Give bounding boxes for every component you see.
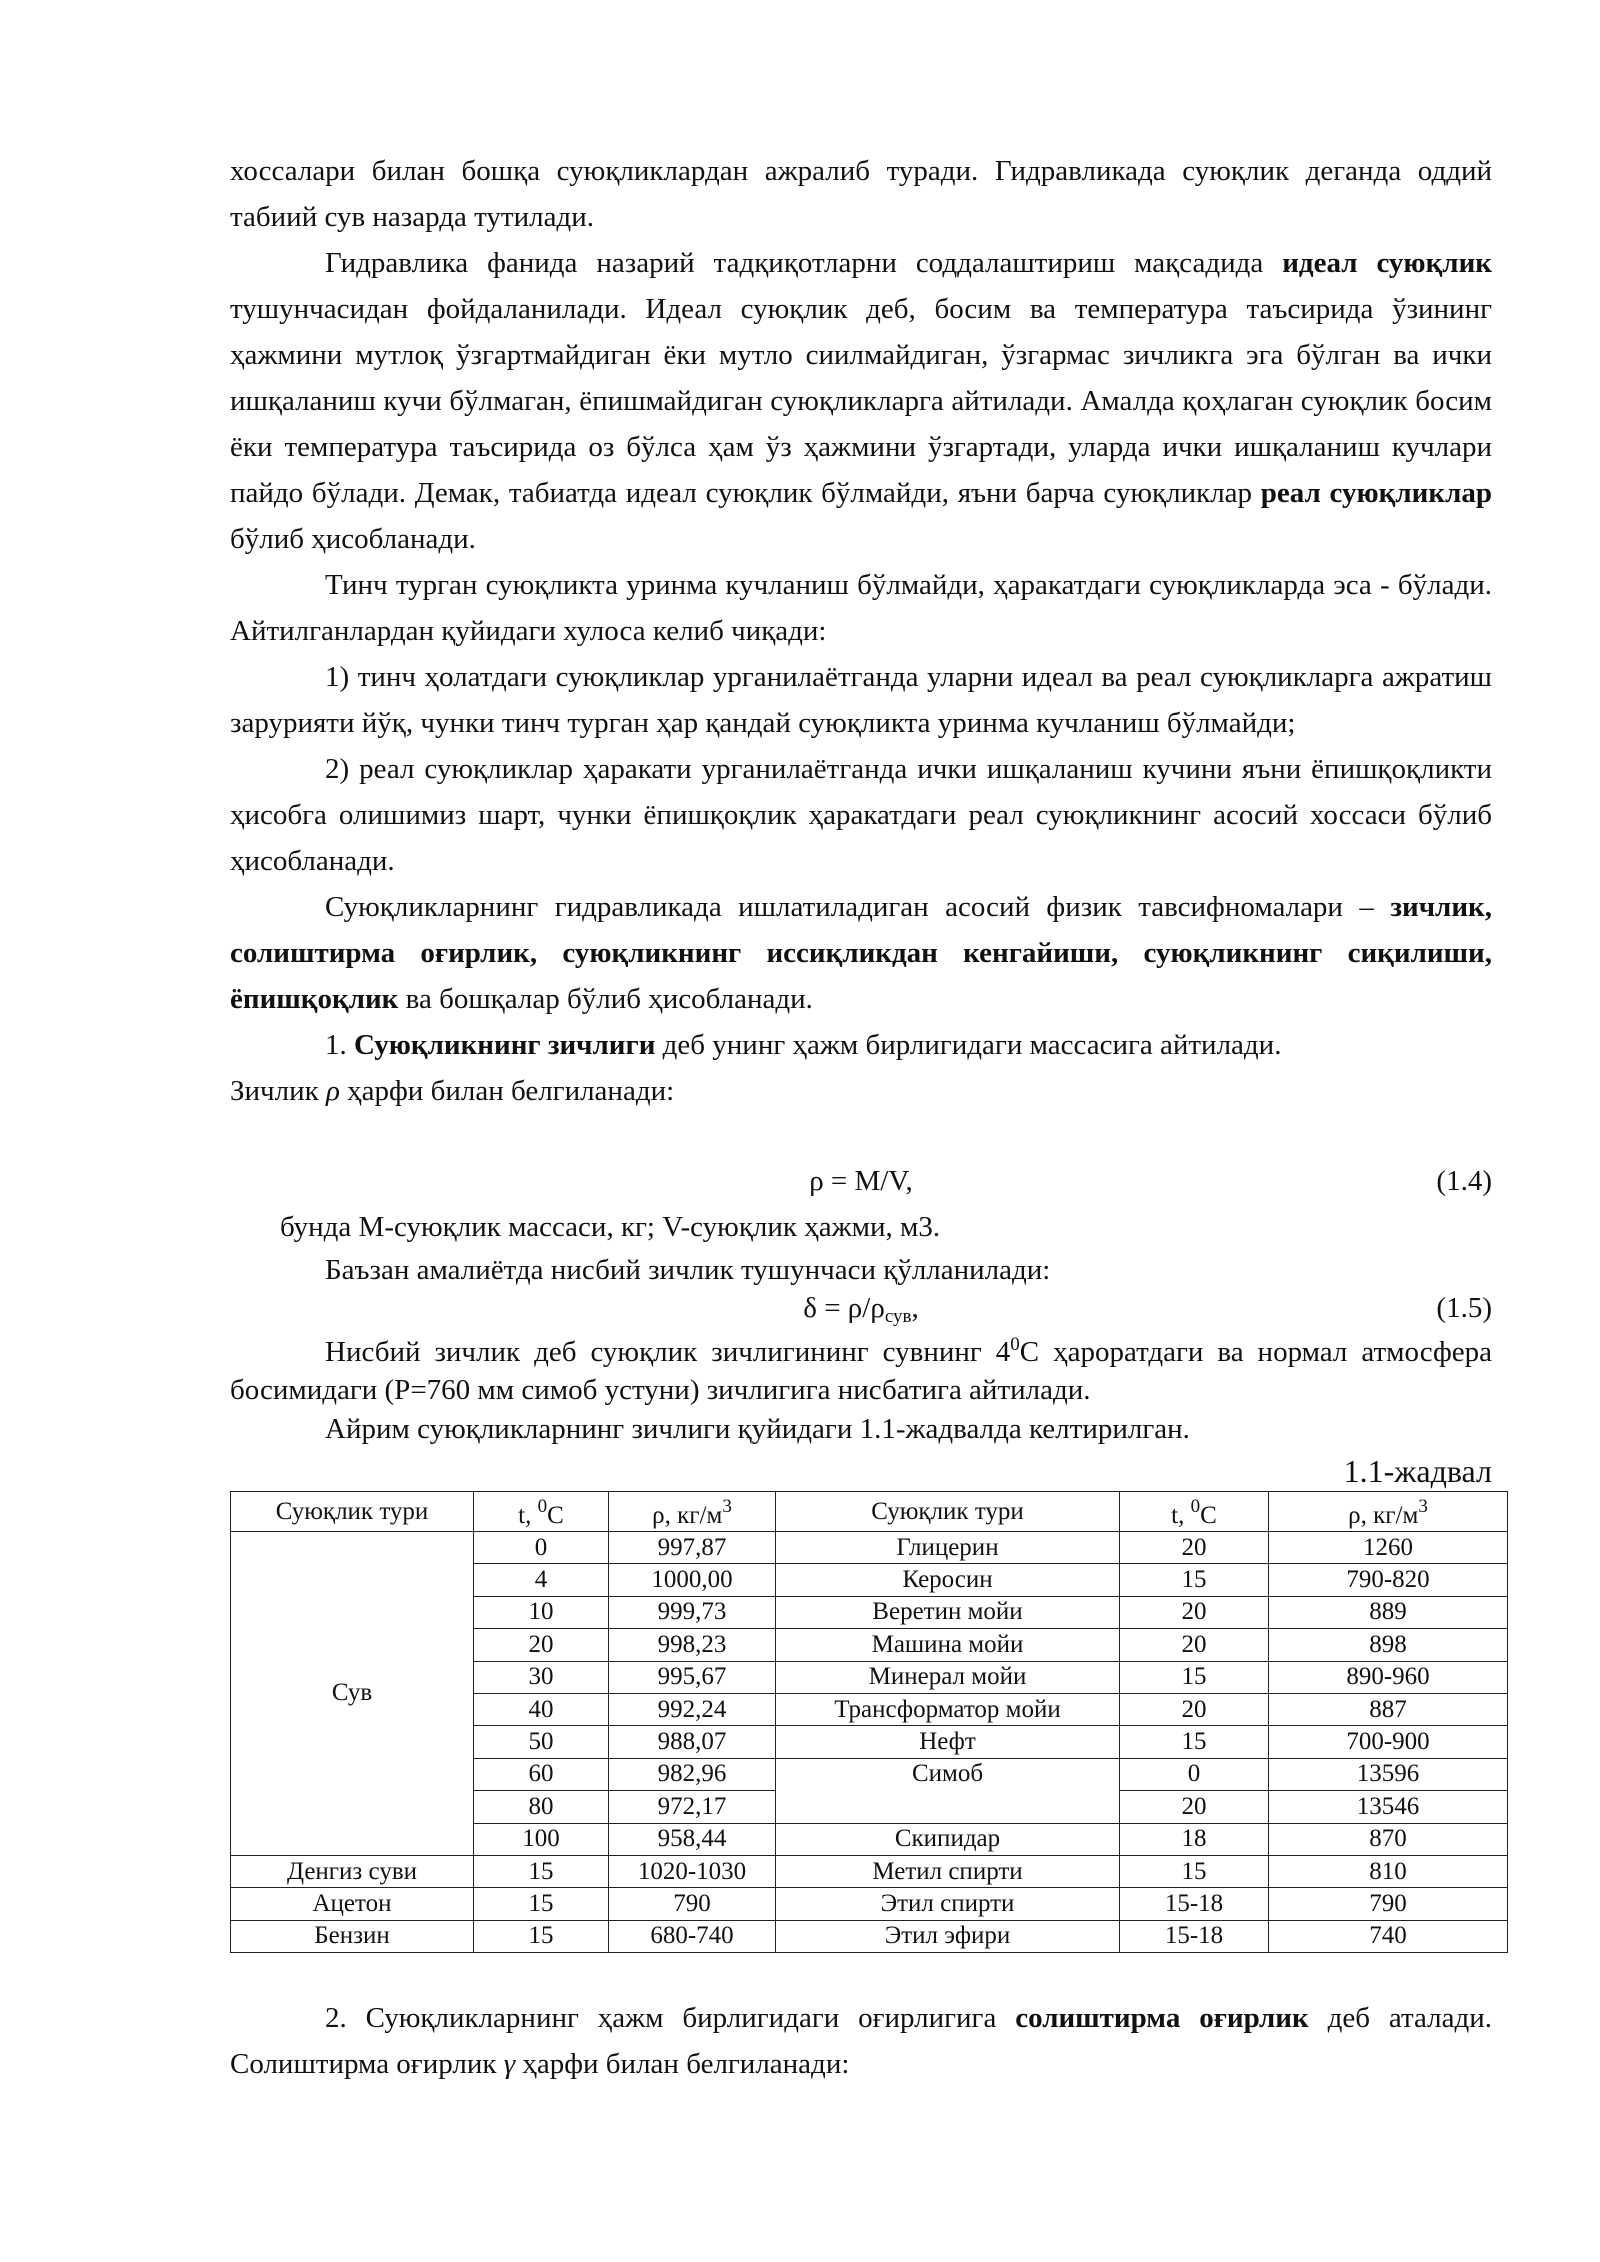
cell-t: 60 — [474, 1758, 609, 1790]
header-text: С — [1200, 1502, 1217, 1529]
cell-t: 18 — [1120, 1823, 1269, 1855]
header-liquid: Суюқлик тури — [776, 1492, 1120, 1532]
cell-t: 50 — [474, 1726, 609, 1758]
cell-liquid: Денгиз суви — [231, 1855, 474, 1887]
cell-rho: 13546 — [1269, 1791, 1508, 1823]
cell-t: 10 — [474, 1596, 609, 1628]
cell-rho: 740 — [1269, 1920, 1508, 1952]
equation-number: (1.5) — [1436, 1292, 1492, 1324]
cell-t: 15 — [1120, 1661, 1269, 1693]
paragraph-density-definition — [230, 1022, 1492, 1068]
paragraph-where — [230, 1204, 1492, 1250]
cell-t: 80 — [474, 1791, 609, 1823]
cell-rho: 997,87 — [609, 1532, 776, 1564]
paragraph-properties — [230, 884, 1492, 1022]
cell-t: 40 — [474, 1693, 609, 1725]
text-run: 1. — [325, 1029, 354, 1061]
text-run: С ҳароратдаги ва нормал атмосфера босимидаги (Р=760 мм симоб устуни) зичлигига нисбатига айтилади. — [230, 1336, 1492, 1406]
cell-rho: 790 — [1269, 1888, 1508, 1920]
paragraph-text: 1) тинч ҳолатдаги суюқликлар урганилаётганда уларни идеал ва реал суюқликларга ажратиш зарурияти йўқ, чунки тинч турган ҳар қандай суюқликта уринма кучланиш бўлмайди; — [230, 661, 1492, 739]
table-row — [231, 1855, 1508, 1887]
cell-rho: 680-740 — [609, 1920, 776, 1952]
cell-t: 20 — [1120, 1629, 1269, 1661]
cell-t: 0 — [474, 1532, 609, 1564]
table-caption: 1.1-жадвал — [1343, 1453, 1492, 1489]
term-properties: зичлик, солиштирма оғирлик, суюқликнинг иссиқликдан кенгайиши, суюқликнинг сиқилиши, ёпишқоқлик — [230, 891, 1492, 1015]
header-text: С — [547, 1502, 564, 1529]
text-run: Зичлик — [230, 1075, 326, 1107]
paragraph-density-symbol — [230, 1068, 1492, 1114]
paragraph-relative-density — [230, 1250, 1492, 1290]
text-run: тушунчасидан фойдаланилади. Идеал суюқлик деб, босим ва температура таъсирида ўзининг ҳажмини мутлоқ ўзгартмайдиган ёки мутло сиилмайдиган, ўзгармас зичликга эга бўлган ва ички ишқаланиш кучи бўлмаган, ёпишмайдиган суюқликларга айтилади. Амалда қоҳлаган суюқлик босим ёки температура таъсирида оз бўлса ҳам ўз ҳажмини ўзгартади, уларда ички ишқаланиш кучлари пайдо бўлади. Демак, табиатда идеал суюқлик бўлмайди, яъни барча суюқликлар — [230, 293, 1492, 509]
cell-liquid: Бензин — [231, 1920, 474, 1952]
equation-formula — [230, 1290, 1492, 1335]
cell-rho: 870 — [1269, 1823, 1508, 1855]
header-density — [609, 1492, 776, 1532]
cell-t: 15 — [1120, 1855, 1269, 1887]
text-run: Нисбий зичлик деб суюқлик зичлигининг сувнинг 4 — [325, 1336, 1011, 1368]
paragraph-intro — [230, 148, 1492, 240]
cell-rho: 972,17 — [609, 1791, 776, 1823]
cell-t: 20 — [1120, 1532, 1269, 1564]
term-specific-weight: солиштирма оғирлик — [1015, 2002, 1309, 2035]
paragraph-relative-density-definition — [230, 1326, 1492, 1409]
cell-rho: 889 — [1269, 1596, 1508, 1628]
equation-formula: ρ = M/V, — [809, 1165, 913, 1197]
cell-t: 4 — [474, 1564, 609, 1596]
cell-rho: 898 — [1269, 1629, 1508, 1661]
symbol-rho: ρ — [325, 1075, 340, 1107]
header-temperature — [1120, 1492, 1269, 1532]
superscript: 0 — [1010, 1334, 1020, 1355]
header-text: ρ, кг/м — [1348, 1502, 1419, 1529]
cell-rho: 700-900 — [1269, 1726, 1508, 1758]
cell-t: 15 — [1120, 1564, 1269, 1596]
cell-t: 15 — [1120, 1726, 1269, 1758]
superscript: 3 — [722, 1496, 732, 1517]
cell-t: 15-18 — [1120, 1888, 1269, 1920]
header-density — [1269, 1492, 1508, 1532]
equation-1-4 — [230, 1158, 1492, 1204]
text-run: бўлиб ҳисобланади. — [230, 523, 476, 555]
cell-t: 100 — [474, 1823, 609, 1855]
paragraph-text: Тинч турган суюқликта уринма кучланиш бўлмайди, ҳаракатдаги суюқликларда эса - бўлади. Айтилганлардан қуйидаги хулоса келиб чиқади: — [230, 569, 1492, 647]
cell-liquid: Симоб — [776, 1758, 1120, 1823]
text-run: Суюқликларнинг гидравликада ишлатиладиган асосий физик тавсифномалари – — [325, 891, 1391, 923]
table-row — [231, 1532, 1508, 1564]
list-item-2 — [230, 746, 1492, 884]
cell-rho: 988,07 — [609, 1726, 776, 1758]
cell-liquid: Глицерин — [776, 1532, 1120, 1564]
cell-liquid: Ацетон — [231, 1888, 474, 1920]
cell-liquid: Скипидар — [776, 1823, 1120, 1855]
cell-rho: 1020-1030 — [609, 1855, 776, 1887]
text-run: Гидравлика фанида назарий тадқиқотларни соддалаштириш мақсадида — [325, 247, 1283, 279]
cell-liquid: Этил спирти — [776, 1888, 1120, 1920]
term-real-liquids: реал суюқликлар — [1260, 477, 1492, 509]
superscript: 3 — [1418, 1496, 1428, 1517]
paragraph-text: Айрим суюқликларнинг зичлиги қуйидаги 1.1-жадвалда келтирилган. — [325, 1413, 1190, 1445]
cell-rho: 13596 — [1269, 1758, 1508, 1790]
equation-1-5 — [230, 1290, 1492, 1326]
cell-t: 20 — [1120, 1596, 1269, 1628]
density-table — [230, 1491, 1508, 1953]
cell-t: 15-18 — [1120, 1920, 1269, 1952]
cell-liquid: Этил эфири — [776, 1920, 1120, 1952]
table-row — [231, 1888, 1508, 1920]
table-row — [231, 1920, 1508, 1952]
superscript: 0 — [1190, 1496, 1201, 1517]
cell-rho: 998,23 — [609, 1629, 776, 1661]
superscript: 0 — [537, 1496, 548, 1517]
formula-text: , — [911, 1292, 919, 1324]
equation-number: (1.4) — [1436, 1165, 1492, 1197]
paragraph-text: хоссалари билан бошқа суюқликлардан ажралиб туради. Гидравликада суюқлик деганда оддий табиий сув назарда тутилади. — [230, 155, 1492, 233]
cell-rho: 790 — [609, 1888, 776, 1920]
cell-liquid: Минерал мойи — [776, 1661, 1120, 1693]
cell-t: 20 — [1120, 1791, 1269, 1823]
cell-liquid: Трансформатор мойи — [776, 1693, 1120, 1725]
cell-liquid: Метил спирти — [776, 1855, 1120, 1887]
cell-t: 30 — [474, 1661, 609, 1693]
cell-rho: 995,67 — [609, 1661, 776, 1693]
cell-t: 15 — [474, 1920, 609, 1952]
document-page — [230, 148, 1492, 2087]
paragraph-shear-stress — [230, 562, 1492, 654]
formula-subscript: сув — [884, 1306, 912, 1327]
term-density: Суюқликнинг зичлиги — [354, 1029, 656, 1061]
header-text: t, — [1171, 1502, 1191, 1529]
cell-rho: 1260 — [1269, 1532, 1508, 1564]
cell-t: 20 — [1120, 1693, 1269, 1725]
header-liquid: Суюқлик тури — [231, 1492, 474, 1532]
cell-rho: 992,24 — [609, 1693, 776, 1725]
cell-rho: 999,73 — [609, 1596, 776, 1628]
cell-water-label: Сув — [231, 1532, 474, 1856]
paragraph-ideal-liquid — [230, 240, 1492, 562]
paragraph-specific-weight — [230, 1995, 1492, 2087]
formula-text: δ = ρ/ρ — [803, 1292, 885, 1324]
paragraph-text: 2) реал суюқликлар ҳаракати урганилаётганда ички ишқаланиш кучини яъни ёпишқоқликти ҳисобга олишимиз шарт, чунки ёпишқоқлик ҳаракатдаги реал суюқликнинг асосий хоссаси бўлиб ҳисобланади. — [230, 753, 1492, 877]
header-text: t, — [518, 1502, 538, 1529]
paragraph-text: Баъзан амалиётда нисбий зичлик тушунчаси қўлланилади: — [325, 1254, 1051, 1286]
cell-liquid: Веретин мойи — [776, 1596, 1120, 1628]
header-temperature — [474, 1492, 609, 1532]
cell-t: 15 — [474, 1888, 609, 1920]
paragraph-text: бунда М-суюқлик массаси, кг; V-суюқлик ҳажми, м3. — [280, 1211, 941, 1243]
cell-liquid: Машина мойи — [776, 1629, 1120, 1661]
list-item-1 — [230, 654, 1492, 746]
cell-rho: 810 — [1269, 1855, 1508, 1887]
cell-rho: 982,96 — [609, 1758, 776, 1790]
cell-rho: 1000,00 — [609, 1564, 776, 1596]
text-run: деб аталади. Солиштирма оғирлик — [230, 2002, 1493, 2081]
text-run: ҳарфи билан белгиланади: — [339, 1075, 675, 1107]
paragraph-table-reference — [230, 1409, 1492, 1449]
cell-liquid: Керосин — [776, 1564, 1120, 1596]
cell-t: 0 — [1120, 1758, 1269, 1790]
cell-liquid: Нефт — [776, 1726, 1120, 1758]
cell-rho: 790-820 — [1269, 1564, 1508, 1596]
term-ideal-liquid: идеал суюқлик — [1282, 247, 1492, 279]
cell-t: 15 — [474, 1855, 609, 1887]
cell-t: 20 — [474, 1629, 609, 1661]
text-run: ҳарфи билан белгиланади: — [515, 2048, 850, 2081]
text-run: ва бошқалар бўлиб ҳисобланади. — [398, 983, 813, 1015]
header-text: ρ, кг/м — [652, 1502, 723, 1529]
text-run: 2. Суюқликларнинг ҳажм бирлигидаги оғирлигига — [325, 2002, 1016, 2035]
cell-rho: 887 — [1269, 1693, 1508, 1725]
cell-rho: 958,44 — [609, 1823, 776, 1855]
cell-rho: 890-960 — [1269, 1661, 1508, 1693]
table-header-row — [231, 1492, 1508, 1532]
symbol-gamma: γ — [503, 2048, 516, 2081]
text-run: деб унинг ҳажм бирлигидаги массасига айтилади. — [655, 1029, 1282, 1061]
